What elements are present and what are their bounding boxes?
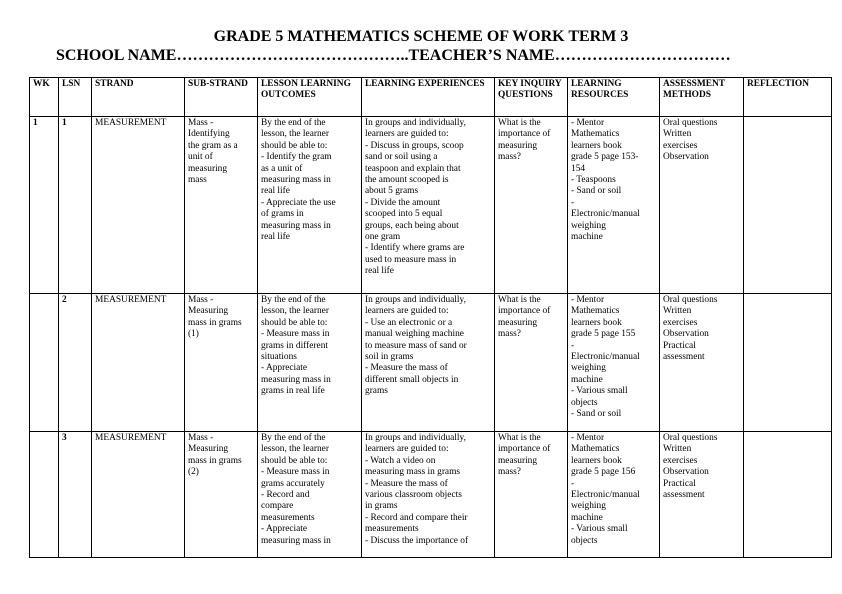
assessment-line: Observation [663,152,709,163]
outcomes-line: By the end of the [261,295,326,305]
resources-line: objects [571,397,598,408]
experiences-line: In groups and individually, [365,295,466,305]
resources-line: - Mentor [571,295,605,305]
experiences-line: real life [365,266,394,277]
experiences-line: different small objects in [365,374,459,385]
experiences-line: - Identify where grams are [365,243,465,254]
assessment-line: Oral questions [663,118,718,128]
sub-strand-line: Measuring [188,306,229,317]
resources-line: grade 5 page 155 [571,329,636,340]
sub-strand-line: Mass - [188,433,214,443]
experiences-line: about 5 grams [365,186,419,197]
questions-line: What is the [498,295,541,305]
sub-strand-line: the gram as a [188,140,238,151]
resources-line: Mathematics [571,129,620,140]
resources-line: weighing [571,220,606,231]
outcomes-line: - Measure mass in [261,329,330,340]
outcomes-line: measuring mass in [261,374,331,385]
assessment-line: exercises [663,455,698,466]
document-title: GRADE 5 MATHEMATICS SCHEME OF WORK TERM 3 [213,28,629,45]
outcomes-line: should be able to: [261,140,328,151]
resources-line: Electronic/manual [571,490,640,501]
sub-strand-line: Mass - [188,295,214,305]
experiences-line: - Divide the amount [365,197,441,208]
sub-strand-cell [185,294,258,432]
resources-line: machine [571,232,603,243]
questions-line: measuring [498,317,538,328]
experiences-cell [362,117,495,294]
resources-line: Mathematics [571,444,620,455]
reflection-cell [744,117,832,294]
questions-line: measuring [498,140,538,151]
sub-strand-line: mass [188,175,207,186]
resources-line: objects [571,535,598,546]
resources-line: - [571,340,575,351]
experiences-line: learners are guided to: [365,306,449,317]
experiences-line: measurements [365,524,419,535]
resources-line: learners book [571,455,622,466]
table-row [30,432,832,558]
table-row [30,117,832,294]
outcomes-cell [258,117,362,294]
resources-line: - Mentor [571,433,605,443]
outcomes-line: measurements [261,512,315,523]
lsn-cell: 2 [59,294,92,432]
assessment-line: Written [663,129,692,140]
sub-strand-line: Measuring [188,444,229,455]
assessment-line: Practical [663,340,696,351]
table-header-row [30,78,832,117]
assessment-line: Oral questions [663,295,718,305]
header-wk: WK [30,78,59,117]
reflection-cell [744,294,832,432]
questions-line: mass? [498,329,521,340]
experiences-line: soil in grams [365,352,414,363]
experiences-line: learners are guided to: [365,129,449,140]
assessment-line: Practical [663,478,696,489]
experiences-line: various classroom objects [365,490,462,501]
outcomes-line: measuring mass in [261,220,331,231]
assessment-line: assessment [663,490,705,501]
assessment-line: exercises [663,140,698,151]
experiences-line: used to measure mass in [365,254,457,265]
sub-strand-cell [185,432,258,558]
questions-line: mass? [498,152,521,163]
questions-line: measuring [498,455,538,466]
resources-line: 154 [571,163,586,174]
experiences-line: measuring mass in grams [365,467,461,478]
resources-line: machine [571,512,603,523]
resources-line: Mathematics [571,306,620,317]
outcomes-line: measuring mass in [261,175,331,186]
resources-line: learners book [571,140,622,151]
experiences-cell [362,294,495,432]
outcomes-line: situations [261,352,297,363]
strand-cell: MEASUREMENT [92,294,185,432]
experiences-line: learners are guided to: [365,444,449,455]
questions-line: importance of [498,129,551,140]
assessment-line: Observation [663,329,709,340]
header-outcomes: LESSON LEARNING OUTCOMES [258,78,362,117]
experiences-line: manual weighing machine [365,329,464,340]
outcomes-line: - Appreciate [261,524,308,535]
table-row [30,294,832,432]
experiences-line: In groups and individually, [365,433,466,443]
sub-strand-line: mass in grams [188,317,242,328]
outcomes-line: as a unit of [261,163,303,174]
experiences-line: In groups and individually, [365,118,466,128]
outcomes-line: grams in different [261,340,328,351]
questions-cell [495,117,568,294]
assessment-line: Written [663,444,692,455]
outcomes-line: - Identify the gram [261,152,332,163]
assessment-line: exercises [663,317,698,328]
experiences-line: - Discuss in groups, scoop [365,140,464,151]
experiences-line: - Discuss the importance of [365,535,469,546]
experiences-line: - Use an electronic or a [365,317,453,328]
experiences-line: in grams [365,501,398,512]
outcomes-line: - Appreciate [261,363,308,374]
header-lsn: LSN [59,78,92,117]
experiences-line: - Record and compare their [365,512,468,523]
outcomes-line: should be able to: [261,317,328,328]
questions-line: importance of [498,306,551,317]
reflection-cell [744,432,832,558]
strand-cell: MEASUREMENT [92,432,185,558]
experiences-line: groups, each being about [365,220,459,231]
header-sub-strand: SUB-STRAND [185,78,258,117]
resources-line: - Teaspoons [571,175,616,186]
sub-strand-line: Identifying [188,129,230,140]
assessment-cell [660,294,744,432]
questions-line: What is the [498,118,541,128]
resources-line: - Sand or soil [571,186,622,197]
outcomes-cell [258,294,362,432]
header-questions: KEY INQUIRY QUESTIONS [495,78,568,117]
questions-cell [495,294,568,432]
sub-strand-line: unit of [188,152,213,163]
lsn-cell: 3 [59,432,92,558]
sub-strand-line: (2) [188,467,199,478]
resources-line: learners book [571,317,622,328]
resources-line: - Sand or soil [571,409,622,420]
experiences-line: to measure mass of sand or [365,340,467,351]
outcomes-line: lesson, the learner [261,444,329,455]
resources-line: grade 5 page 153- [571,152,639,163]
experiences-line: - Measure the mass of [365,478,448,489]
header-experiences: LEARNING EXPERIENCES [362,78,495,117]
wk-cell: 1 [30,117,59,294]
sub-strand-line: (1) [188,329,199,340]
outcomes-line: lesson, the learner [261,306,329,317]
questions-cell [495,432,568,558]
questions-line: mass? [498,467,521,478]
lsn-cell: 1 [59,117,92,294]
outcomes-line: - Measure mass in [261,467,330,478]
wk-cell [30,294,59,432]
resources-line: Electronic/manual [571,209,640,220]
experiences-line: grams [365,386,388,397]
resources-line: Electronic/manual [571,352,640,363]
outcomes-line: measuring mass in [261,535,331,546]
outcomes-line: By the end of the [261,118,326,128]
resources-cell [568,294,660,432]
scheme-of-work-table [29,77,832,558]
questions-line: importance of [498,444,551,455]
resources-line: weighing [571,501,606,512]
outcomes-line: lesson, the learner [261,129,329,140]
assessment-cell [660,432,744,558]
sub-strand-line: mass in grams [188,455,242,466]
sub-strand-cell [185,117,258,294]
outcomes-line: - Record and [261,490,310,501]
resources-line: - [571,197,575,208]
outcomes-line: real life [261,232,290,243]
resources-line: weighing [571,363,606,374]
header-assessment: ASSESSMENT METHODS [660,78,744,117]
outcomes-line: - Appreciate the use [261,197,336,208]
outcomes-line: of grams in [261,209,304,220]
outcomes-line: grams in real life [261,386,325,397]
resources-line: grade 5 page 156 [571,467,636,478]
resources-line: - Various small [571,386,628,397]
sub-strand-line: Mass - [188,118,214,128]
assessment-cell [660,117,744,294]
sub-strand-line: measuring [188,163,228,174]
experiences-line: one gram [365,232,401,243]
resources-line: machine [571,374,603,385]
outcomes-line: By the end of the [261,433,326,443]
assessment-line: assessment [663,352,705,363]
resources-cell [568,117,660,294]
assessment-line: Oral questions [663,433,718,443]
strand-cell: MEASUREMENT [92,117,185,294]
outcomes-line: real life [261,186,290,197]
assessment-line: Observation [663,467,709,478]
experiences-cell [362,432,495,558]
experiences-line: scooped into 5 equal [365,209,443,220]
experiences-line: the amount scooped is [365,175,449,186]
resources-line: - [571,478,575,489]
header-resources: LEARNING RESOURCES [568,78,660,117]
outcomes-line: compare [261,501,294,512]
outcomes-cell [258,432,362,558]
header-reflection: REFLECTION [744,78,832,117]
assessment-line: Written [663,306,692,317]
header-strand: STRAND [92,78,185,117]
resources-cell [568,432,660,558]
wk-cell [30,432,59,558]
questions-line: What is the [498,433,541,443]
experiences-line: sand or soil using a [365,152,438,163]
resources-line: - Mentor [571,118,605,128]
outcomes-line: should be able to: [261,455,328,466]
experiences-line: teaspoon and explain that [365,163,461,174]
school-teacher-line: SCHOOL NAME……………………………………..TEACHER’S NAME…………………………… [56,47,731,64]
experiences-line: - Watch a video on [365,455,436,466]
outcomes-line: grams accurately [261,478,325,489]
experiences-line: - Measure the mass of [365,363,448,374]
resources-line: - Various small [571,524,628,535]
